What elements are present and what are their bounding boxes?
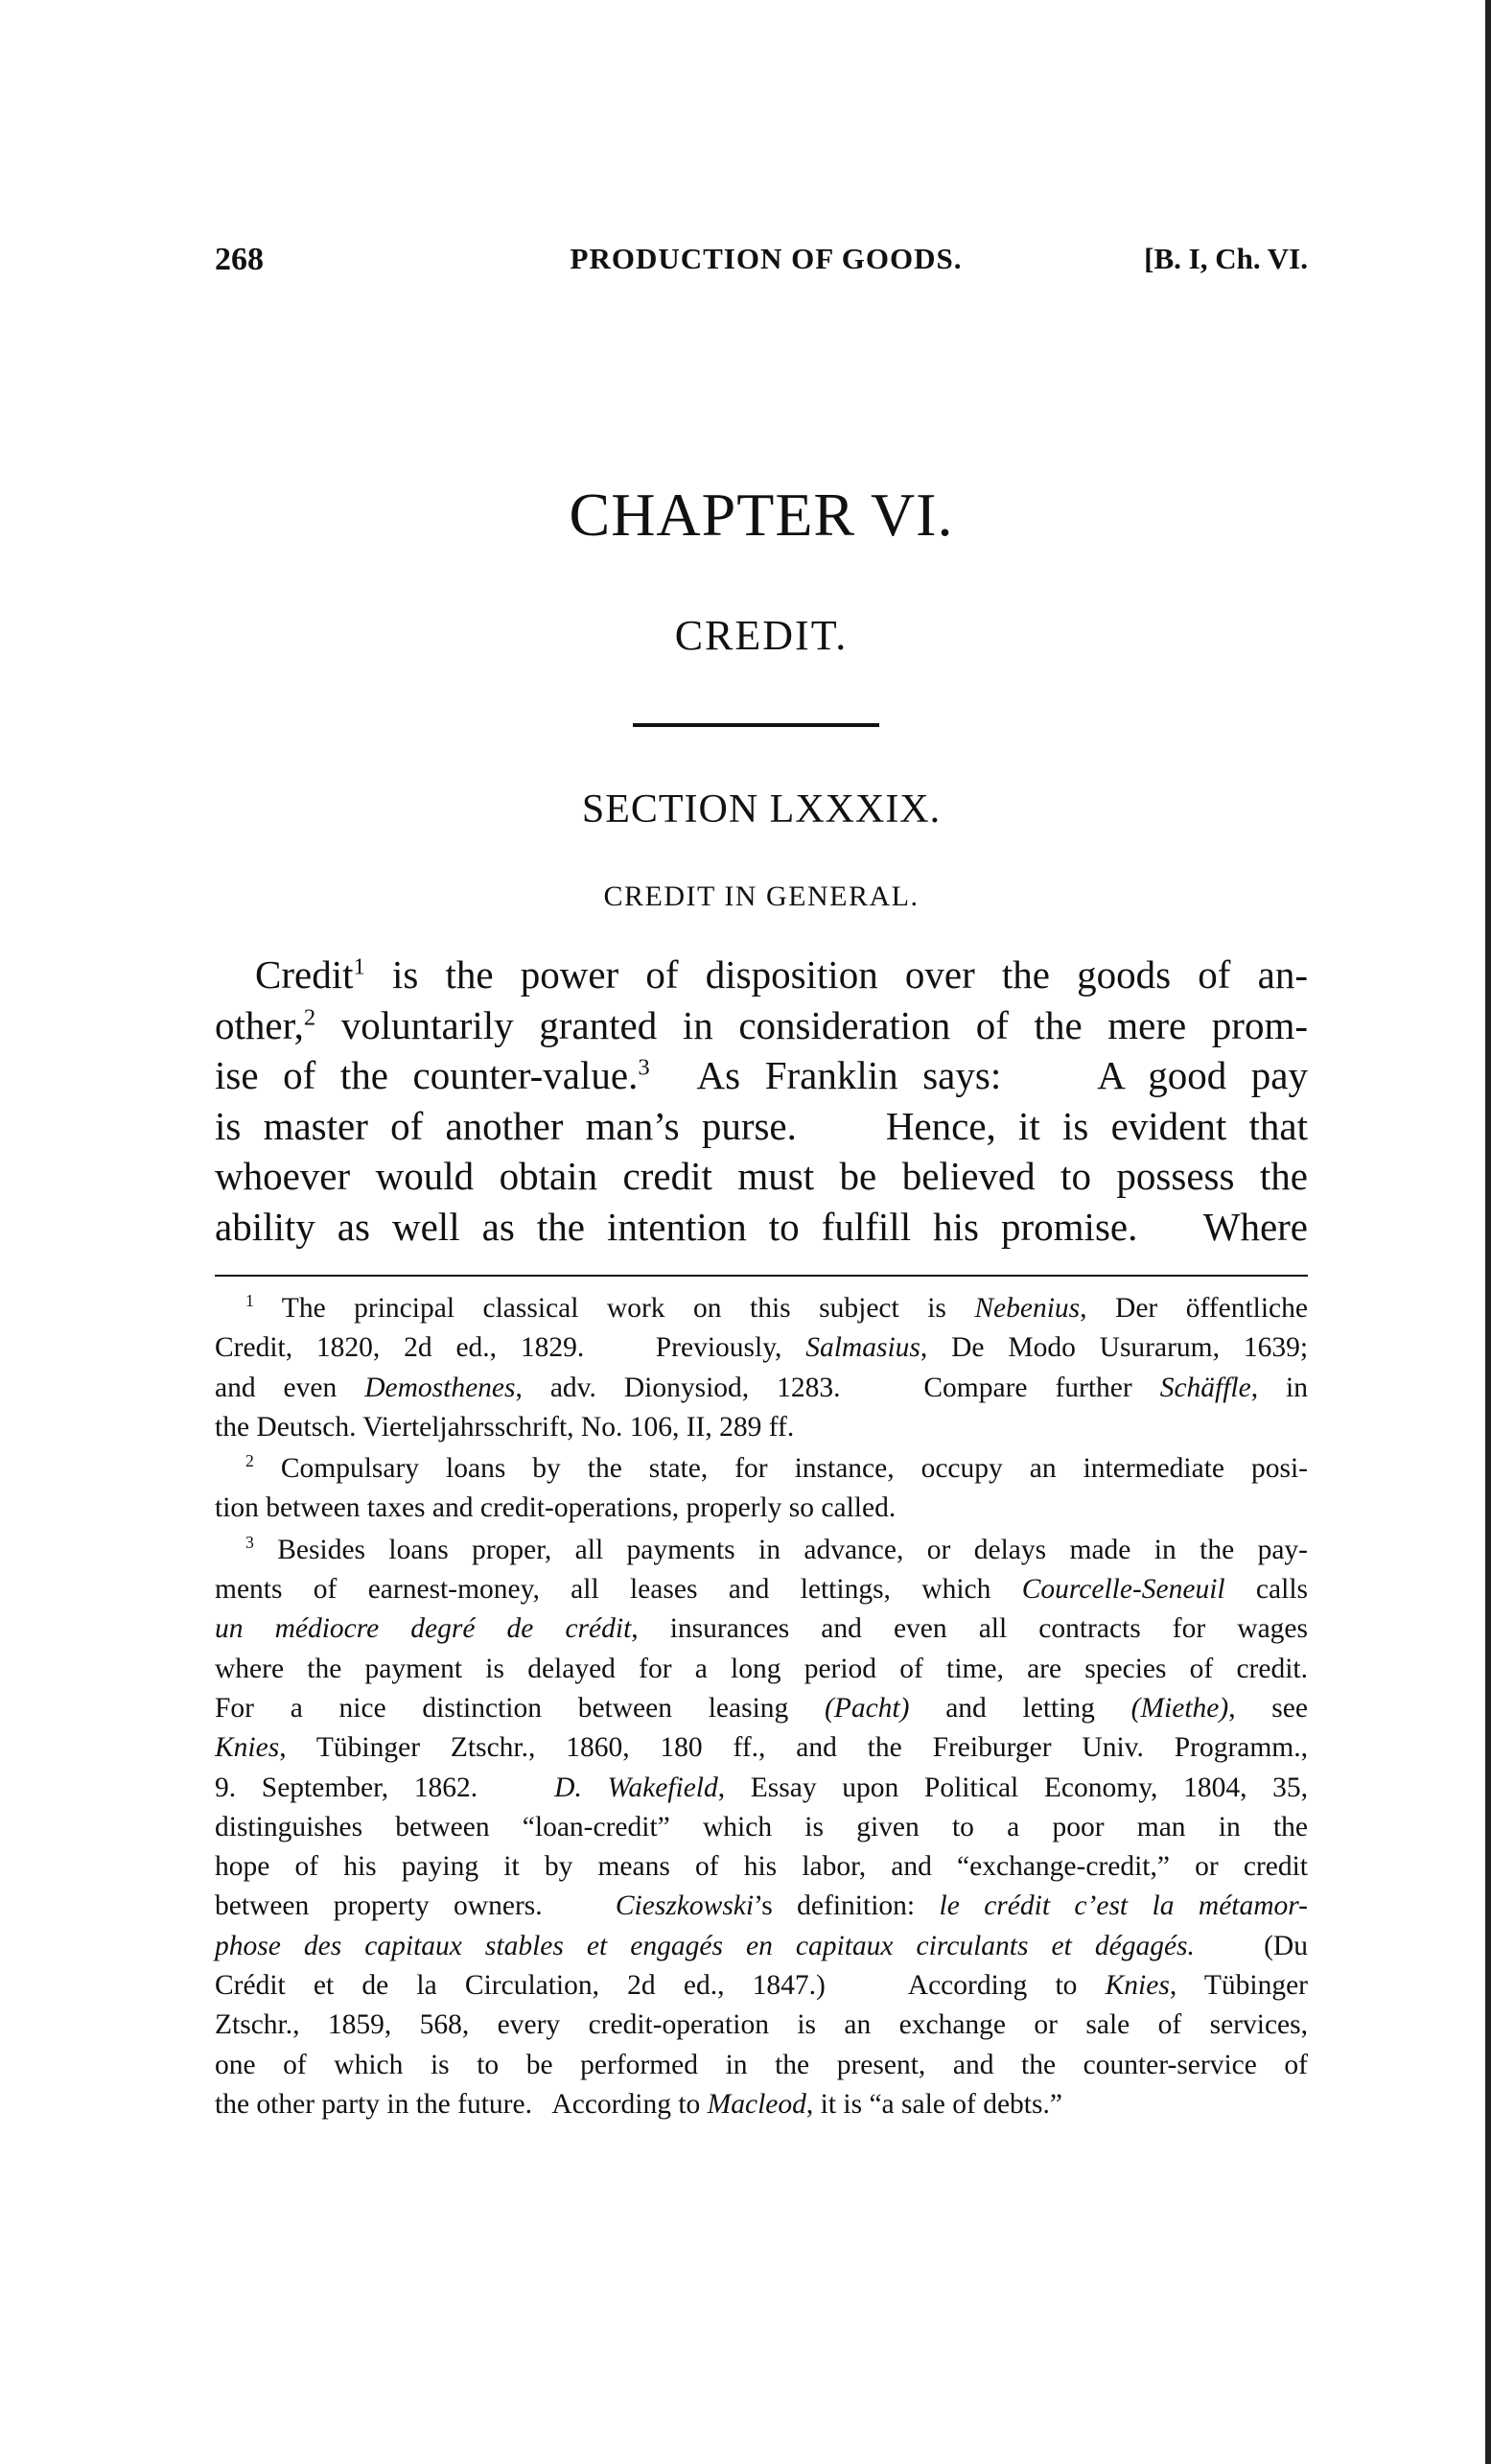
footnote (215, 1531, 1308, 2124)
text-segment: The principal classical work on this subject is (253, 1293, 975, 1324)
footnote-marker: 1 (353, 953, 365, 980)
text-line (215, 1328, 1308, 1368)
footnote-marker: 2 (303, 1003, 316, 1030)
text-segment: Cieszkowski (615, 1890, 755, 1922)
footnote-marker: 2 (245, 1451, 254, 1471)
text-segment: Crédit et de la Circulation, 2d ed., 1847.) According to (215, 1970, 1106, 2002)
text-segment: Demosthenes (364, 1372, 516, 1403)
text-segment: other, (215, 1002, 304, 1047)
section-reference: [B. I, Ch. VI. (1144, 242, 1308, 275)
text-segment: Compulsary loans by the state, for instance, occupy an intermediate posi- (253, 1453, 1308, 1485)
text-segment: , see (1228, 1692, 1308, 1724)
text-segment: is master of another man’s purse. Hence, it is evident that (215, 1103, 1308, 1148)
text-line (215, 1808, 1308, 1847)
text-line (215, 1289, 1308, 1328)
running-title: PRODUCTION OF GOODS. (570, 242, 963, 275)
text-segment: le crédit c’est la métamor- (939, 1890, 1309, 1922)
text-line (215, 1101, 1308, 1152)
text-line (215, 2046, 1308, 2085)
section-heading: SECTION LXXXIX. (581, 787, 942, 832)
text-line (215, 1769, 1308, 1808)
text-line (215, 1887, 1308, 1926)
page-edge (1485, 0, 1491, 2464)
text-segment: D. Wakefield (554, 1772, 718, 1803)
text-line (215, 1449, 1308, 1489)
text-segment: , Tübinger Ztschr., 1860, 180 ff., and the Freiburger Univ. Programm., (279, 1732, 1308, 1764)
text-segment: , in (1250, 1372, 1309, 1403)
page-number: 268 (215, 242, 264, 277)
text-line (215, 1728, 1308, 1768)
body-text (215, 950, 1308, 1252)
text-line (215, 1650, 1308, 1689)
text-line (215, 1927, 1308, 1966)
text-segment: Besides loans proper, all payments in advance, or delays made in the pay- (253, 1534, 1308, 1565)
text-segment: and letting (909, 1692, 1131, 1724)
text-line (215, 1689, 1308, 1728)
text-segment: distinguishes between “loan-credit” which is given to a poor man in the (215, 1811, 1308, 1842)
text-line (215, 1000, 1308, 1051)
footnote-marker: 1 (245, 1291, 254, 1311)
text-segment: un médiocre degré de crédit (215, 1613, 632, 1645)
text-segment: (Miethe) (1130, 1692, 1229, 1724)
text-segment: calls (1224, 1574, 1308, 1606)
text-segment: ise of the counter-value. (215, 1053, 639, 1097)
text-segment: Salmasius (805, 1332, 920, 1364)
footnote-marker: 3 (638, 1054, 650, 1081)
footnotes (215, 1289, 1308, 2126)
text-segment: one of which is to be performed in the present, and the counter-service of (215, 2049, 1308, 2080)
text-line (215, 2085, 1308, 2124)
text-segment: is the power of disposition over the goods of an- (364, 952, 1308, 997)
text-segment: , insurances and even all contracts for wages (631, 1613, 1308, 1645)
text-segment: Credit (255, 952, 354, 997)
text-line (215, 1151, 1308, 1202)
text-segment: ments of earnest-money, all leases and lettings, which (215, 1574, 1022, 1606)
footnote-marker: 3 (245, 1532, 254, 1552)
text-line (215, 1050, 1308, 1101)
text-segment: the Deutsch. Vierteljahrsschrift, No. 106, II, 289 ff. (215, 1411, 795, 1443)
text-segment: Ztschr., 1859, 568, every credit-operation is an exchange or sale of services, (215, 2009, 1308, 2041)
text-segment: phose des capitaux stables et engagés en capitaux circulants et dégagés. (215, 1930, 1195, 1961)
text-segment: where the payment is delayed for a long period of time, are species of credit. (215, 1653, 1308, 1684)
section-title: CREDIT IN GENERAL. (603, 880, 920, 912)
chapter-subject: CREDIT. (674, 612, 849, 659)
text-segment: Nebenius (974, 1293, 1081, 1324)
text-segment: voluntarily granted in consideration of the mere prom- (315, 1002, 1308, 1047)
text-segment: Macleod (707, 2088, 806, 2120)
text-segment: hope of his paying it by means of his labor, and “exchange-credit,” or credit (215, 1851, 1308, 1883)
text-line (215, 1570, 1308, 1609)
text-segment: (Du (1194, 1930, 1308, 1961)
text-segment: between property owners. (215, 1890, 616, 1922)
footnote-divider (215, 1275, 1308, 1277)
text-segment: the other party in the future. According to (215, 2088, 708, 2120)
text-segment: Knies (215, 1732, 280, 1764)
text-segment: ability as well as the intention to fulfill his promise. Where (215, 1204, 1308, 1249)
text-segment: , Tübinger (1169, 1970, 1308, 2002)
text-segment: , adv. Dionysiod, 1283. Compare further (515, 1372, 1160, 1403)
text-line (215, 1609, 1308, 1649)
text-segment: whoever would obtain credit must be believed to possess the (215, 1154, 1308, 1198)
text-line (215, 2006, 1308, 2045)
text-segment: Knies (1105, 1970, 1170, 2002)
text-segment: , De Modo Usurarum, 1639; (920, 1332, 1309, 1364)
text-line (215, 950, 1308, 1000)
text-segment: ’s definition: (754, 1890, 940, 1922)
text-line (215, 1202, 1308, 1253)
text-segment: (Pacht) (825, 1692, 910, 1724)
text-line (215, 1966, 1308, 2006)
text-segment: Credit, 1820, 2d ed., 1829. Previously, (215, 1332, 806, 1364)
text-segment: Schäffle (1159, 1372, 1251, 1403)
text-line (215, 1847, 1308, 1887)
divider (633, 723, 879, 727)
text-line (215, 1531, 1308, 1570)
text-segment: and even (215, 1372, 365, 1403)
text-segment: , it is “a sale of debts.” (805, 2088, 1062, 2120)
footnote (215, 1449, 1308, 1529)
running-header (215, 242, 1308, 280)
text-line (215, 1369, 1308, 1408)
text-segment: 9. September, 1862. (215, 1772, 555, 1803)
chapter-title: CHAPTER VI. (569, 481, 954, 549)
text-segment: For a nice distinction between leasing (215, 1692, 825, 1724)
text-line (215, 1489, 1308, 1528)
text-segment: Courcelle-Seneuil (1021, 1574, 1225, 1606)
text-segment: , Der öffentliche (1080, 1293, 1308, 1324)
footnote (215, 1289, 1308, 1447)
text-segment: tion between taxes and credit-operations, properly so called. (215, 1492, 897, 1524)
text-segment: , Essay upon Political Economy, 1804, 35, (717, 1772, 1308, 1803)
text-line (215, 1408, 1308, 1447)
text-segment: As Franklin says: A good pay (649, 1053, 1308, 1097)
